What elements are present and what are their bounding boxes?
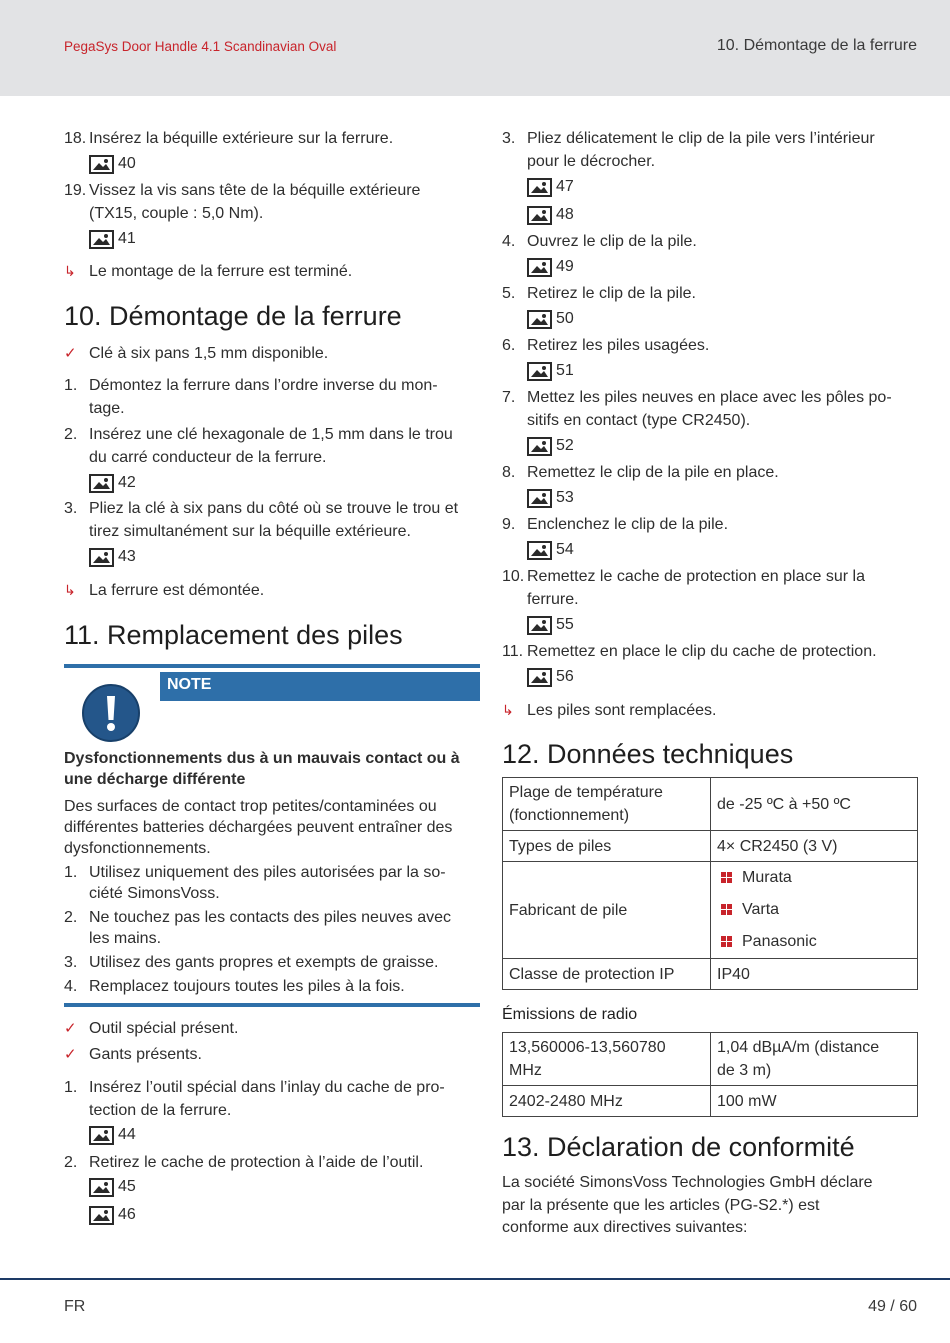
cell-text: 1,04 dBµA/m (distance [717, 1039, 880, 1056]
table-row [503, 778, 918, 831]
image-icon [527, 362, 552, 381]
figure-number: 48 [556, 206, 574, 223]
exclamation-circle-icon [82, 684, 140, 742]
image-icon [89, 155, 114, 174]
table-cell [503, 778, 711, 831]
note-item-text: Utilisez des gants propres et exempts de graisse. [89, 954, 439, 971]
note-item-number: 4. [64, 978, 78, 995]
table-cell [711, 862, 918, 959]
technical-data-table [502, 777, 918, 990]
step-text: ferrure. [527, 591, 579, 608]
step-text: Vissez la vis sans tête de la béquille extérieure [89, 182, 421, 199]
return-arrow-icon: ↳ [64, 263, 76, 279]
figure-number: 42 [118, 474, 136, 491]
chapter-title: 10. Démontage de la ferrure [716, 37, 917, 54]
image-icon [527, 616, 552, 635]
image-icon [89, 230, 114, 249]
figure-number: 45 [118, 1178, 136, 1195]
product-name: PegaSys Door Handle 4.1 Scandinavian Oval [64, 39, 337, 54]
step-number: 3. [502, 130, 516, 147]
body-text: par la présente que les articles (PG-S2.*) est [502, 1197, 820, 1214]
cell-text: Plage de température [509, 784, 663, 801]
figure-reference[interactable] [89, 473, 136, 493]
image-icon [89, 474, 114, 493]
step-number: 18. [64, 130, 87, 147]
note-heading: une décharge différente [64, 771, 246, 788]
step-number: 8. [502, 464, 516, 481]
image-icon [527, 541, 552, 560]
figure-reference[interactable] [89, 1177, 136, 1197]
image-icon [527, 258, 552, 277]
note-heading: Dysfonctionnements dus à un mauvais contact ou à [64, 750, 460, 767]
figure-number: 44 [118, 1126, 136, 1143]
figure-reference[interactable] [527, 615, 574, 635]
note-item-text: Ne touchez pas les contacts des piles neuves avec [89, 909, 451, 926]
table-cell: IP40 [711, 959, 918, 990]
step-number: 6. [502, 337, 516, 354]
checkmark-icon: ✓ [64, 1020, 77, 1037]
step-number: 19. [64, 182, 87, 199]
step-text: (TX15, couple : 5,0 Nm). [89, 205, 264, 222]
body-text: La société SimonsVoss Technologies GmbH déclare [502, 1174, 873, 1191]
step-text: tage. [89, 400, 125, 417]
figure-number: 41 [118, 230, 136, 247]
note-item-text: Utilisez uniquement des piles autorisées par la so- [89, 864, 446, 881]
section-heading: 13. Déclaration de conformité [502, 1132, 855, 1162]
figure-number: 54 [556, 541, 574, 558]
step-text: tirez simultanément sur la béquille extérieure. [89, 523, 411, 540]
prerequisite-text: Clé à six pans 1,5 mm disponible. [89, 345, 329, 362]
section-heading: 10. Démontage de la ferrure [64, 301, 402, 331]
note-divider [64, 1003, 480, 1007]
figure-number: 51 [556, 362, 574, 379]
step-number: 4. [502, 233, 516, 250]
cell-text: 13,560006-13,560780 [509, 1039, 666, 1056]
note-label: NOTE [160, 672, 480, 701]
note-item-number: 3. [64, 954, 78, 971]
cell-text: MHz [509, 1062, 542, 1079]
step-text: Remettez le clip de la pile en place. [527, 464, 779, 481]
figure-number: 50 [556, 310, 574, 327]
step-text: pour le décrocher. [527, 153, 656, 170]
four-squares-bullet-icon [721, 936, 732, 947]
return-arrow-icon: ↳ [64, 582, 76, 598]
step-number: 9. [502, 516, 516, 533]
step-number: 7. [502, 389, 516, 406]
note-body: Des surfaces de contact trop petites/contaminées ou [64, 798, 437, 815]
table-cell [503, 1033, 711, 1086]
result-text: Le montage de la ferrure est terminé. [89, 263, 353, 280]
figure-reference[interactable] [89, 229, 136, 249]
note-item-text: les mains. [89, 930, 162, 947]
table-row [503, 1033, 918, 1086]
figure-reference[interactable] [89, 1205, 136, 1225]
image-icon [89, 1126, 114, 1145]
four-squares-bullet-icon [721, 904, 732, 915]
note-item-number: 1. [64, 864, 78, 881]
figure-number: 40 [118, 155, 136, 172]
figure-number: 46 [118, 1206, 136, 1223]
step-number: 5. [502, 285, 516, 302]
step-text: Pliez la clé à six pans du côté où se trouve le trou et [89, 500, 459, 517]
figure-number: 47 [556, 178, 574, 195]
manufacturer-name: Murata [742, 869, 792, 886]
step-number: 1. [64, 1079, 78, 1096]
four-squares-bullet-icon [721, 872, 732, 883]
step-text: Remettez le cache de protection en place sur la [527, 568, 865, 585]
image-icon [527, 668, 552, 687]
table-row [503, 831, 918, 862]
figure-reference[interactable] [527, 361, 574, 381]
figure-number: 55 [556, 616, 574, 633]
footer-language: FR [64, 1298, 86, 1315]
prerequisite-text: Outil spécial présent. [89, 1020, 239, 1037]
page-header [0, 0, 950, 96]
step-text: Démontez la ferrure dans l’ordre inverse du mon- [89, 377, 438, 394]
step-text: sitifs en contact (type CR2450). [527, 412, 751, 429]
step-text: Remettez en place le clip du cache de protection. [527, 643, 877, 660]
figure-reference[interactable] [527, 667, 574, 687]
figure-reference[interactable] [89, 154, 136, 174]
table-cell [711, 1033, 918, 1086]
image-icon [89, 548, 114, 567]
table-row [503, 862, 918, 959]
body-text: conforme aux directives suivantes: [502, 1219, 748, 1236]
table-cell: 2402-2480 MHz [503, 1086, 711, 1117]
subsection-heading: Émissions de radio [502, 1006, 638, 1023]
step-number: 11. [502, 643, 524, 660]
note-item-number: 2. [64, 909, 78, 926]
image-icon [89, 1206, 114, 1225]
step-text: Retirez le cache de protection à l’aide de l’outil. [89, 1154, 424, 1171]
step-number: 2. [64, 426, 78, 443]
figure-reference[interactable] [527, 177, 574, 197]
figure-reference[interactable] [89, 547, 136, 567]
step-number: 2. [64, 1154, 78, 1171]
step-text: Mettez les piles neuves en place avec les pôles po- [527, 389, 892, 406]
step-text: tection de la ferrure. [89, 1102, 232, 1119]
image-icon [527, 206, 552, 225]
page-number: 49 / 60 [868, 1298, 917, 1315]
checkmark-icon: ✓ [64, 1046, 77, 1063]
table-cell: Classe de protection IP [503, 959, 711, 990]
radio-emissions-table [502, 1032, 918, 1117]
figure-reference[interactable] [527, 205, 574, 225]
prerequisite-text: Gants présents. [89, 1046, 202, 1063]
cell-text: (fonctionnement) [509, 807, 630, 824]
table-cell: Types de piles [503, 831, 711, 862]
table-row [503, 959, 918, 990]
step-number: 1. [64, 377, 78, 394]
figure-reference[interactable] [527, 257, 574, 277]
step-text: Ouvrez le clip de la pile. [527, 233, 697, 250]
step-text: Enclenchez le clip de la pile. [527, 516, 729, 533]
step-text: Insérez une clé hexagonale de 1,5 mm dans le trou [89, 426, 453, 443]
manufacturer-name: Panasonic [742, 933, 817, 950]
manufacturer-name: Varta [742, 901, 780, 918]
return-arrow-icon: ↳ [502, 702, 514, 718]
figure-reference[interactable] [89, 1125, 136, 1145]
note-body: différentes batteries déchargées peuvent entraîner des [64, 819, 453, 836]
image-icon [89, 1178, 114, 1197]
list-item [717, 862, 911, 894]
figure-reference[interactable] [527, 540, 574, 560]
figure-number: 56 [556, 668, 574, 685]
section-heading: 11. Remplacement des piles [64, 620, 403, 650]
note-divider [64, 664, 480, 668]
cell-text: de 3 m) [717, 1062, 772, 1079]
step-text: Insérez l’outil spécial dans l’inlay du cache de pro- [89, 1079, 445, 1096]
checkmark-icon: ✓ [64, 345, 77, 362]
step-text: Insérez la béquille extérieure sur la ferrure. [89, 130, 394, 147]
note-body: dysfonctionnements. [64, 840, 211, 857]
table-cell: 4× CR2450 (3 V) [711, 831, 918, 862]
table-row [503, 1086, 918, 1117]
step-number: 10. [502, 568, 525, 585]
footer-divider [0, 1278, 950, 1280]
result-text: La ferrure est démontée. [89, 582, 265, 599]
step-number: 3. [64, 500, 78, 517]
list-item [717, 926, 911, 958]
figure-number: 49 [556, 258, 574, 275]
step-text: Retirez les piles usagées. [527, 337, 710, 354]
list-item [717, 894, 911, 926]
figure-reference[interactable] [527, 309, 574, 329]
figure-number: 43 [118, 548, 136, 565]
section-heading: 12. Données techniques [502, 739, 794, 769]
step-text: Pliez délicatement le clip de la pile vers l’intérieur [527, 130, 875, 147]
figure-reference[interactable] [527, 488, 574, 508]
figure-number: 52 [556, 437, 574, 454]
table-cell: de -25 ºC à +50 ºC [711, 778, 918, 831]
image-icon [527, 437, 552, 456]
image-icon [527, 489, 552, 508]
table-cell: 100 mW [711, 1086, 918, 1117]
figure-number: 53 [556, 489, 574, 506]
image-icon [527, 178, 552, 197]
step-text: Retirez le clip de la pile. [527, 285, 696, 302]
note-item-text: ciété SimonsVoss. [89, 885, 220, 902]
step-text: du carré conducteur de la ferrure. [89, 449, 327, 466]
image-icon [527, 310, 552, 329]
result-text: Les piles sont remplacées. [527, 702, 717, 719]
table-cell: Fabricant de pile [503, 862, 711, 959]
note-item-text: Remplacez toujours toutes les piles à la fois. [89, 978, 405, 995]
figure-reference[interactable] [527, 436, 574, 456]
